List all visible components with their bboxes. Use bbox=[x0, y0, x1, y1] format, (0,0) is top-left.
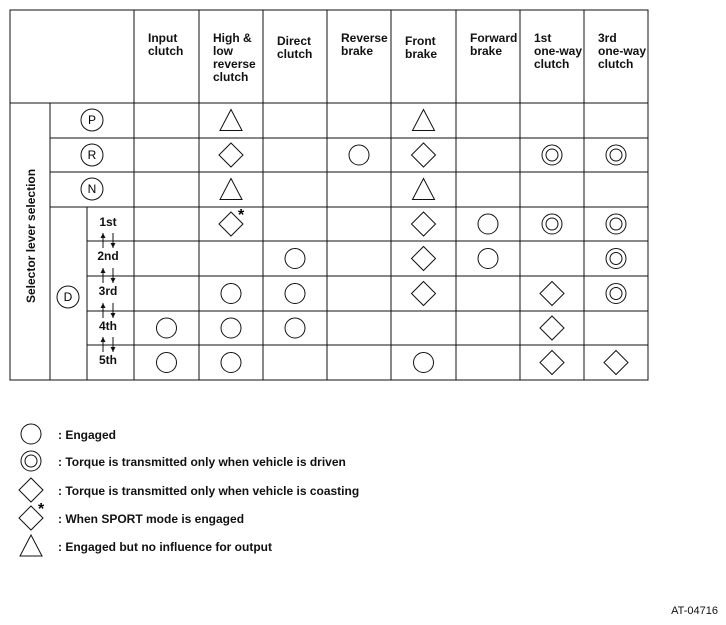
column-header: 3rd one-way clutch bbox=[598, 31, 647, 71]
cell-diamond-icon bbox=[540, 351, 564, 375]
cell-triangle-icon bbox=[220, 179, 242, 200]
legend-double-icon bbox=[25, 455, 37, 467]
cell-circle-icon bbox=[285, 284, 305, 304]
cell-diamond-icon bbox=[540, 282, 564, 306]
cell-triangle-icon bbox=[220, 110, 242, 131]
upshift-arrow bbox=[101, 233, 106, 238]
cell-double-icon bbox=[606, 249, 626, 269]
cell-double-icon bbox=[610, 149, 622, 161]
cell-diamond-icon bbox=[412, 212, 436, 236]
cell-circle-icon bbox=[221, 353, 241, 373]
gear-label: 1st bbox=[99, 215, 117, 229]
cell-circle-icon bbox=[157, 318, 177, 338]
cell-circle-icon bbox=[349, 145, 369, 165]
cell-double-icon bbox=[542, 214, 562, 234]
cell-double-icon bbox=[546, 149, 558, 161]
cell-double-icon bbox=[610, 218, 622, 230]
figure-code: AT-04716 bbox=[671, 605, 718, 617]
selector-lever-label: Selector lever selection bbox=[24, 168, 38, 303]
legend-triangle-icon bbox=[20, 535, 42, 556]
cell-double-icon bbox=[606, 145, 626, 165]
position-label-d: D bbox=[63, 290, 73, 304]
cell-circle-icon bbox=[285, 318, 305, 338]
cell-triangle-icon bbox=[413, 110, 435, 131]
gear-label: 4th bbox=[99, 319, 117, 333]
cell-circle-icon bbox=[221, 284, 241, 304]
column-header: High & low reverse clutch bbox=[213, 31, 256, 84]
legend-driven: : Torque is transmitted only when vehicle is driven bbox=[58, 455, 346, 469]
downshift-arrow bbox=[111, 243, 116, 248]
cell-double-icon bbox=[546, 218, 558, 230]
cell-diamond-icon bbox=[219, 143, 243, 167]
cell-diamond-icon bbox=[412, 247, 436, 271]
cell-circle-icon bbox=[478, 249, 498, 269]
upshift-arrow bbox=[101, 303, 106, 308]
cell-circle-icon bbox=[285, 249, 305, 269]
downshift-arrow bbox=[111, 313, 116, 318]
legend-coasting: : Torque is transmitted only when vehicle is coasting bbox=[58, 484, 360, 498]
cell-circle-icon bbox=[221, 318, 241, 338]
cell-circle-icon bbox=[414, 353, 434, 373]
gear-label: 2nd bbox=[97, 249, 119, 263]
legend-diamond-icon bbox=[19, 478, 43, 502]
legend-no-influence: : Engaged but no influence for output bbox=[58, 540, 272, 554]
legend-engaged: : Engaged bbox=[58, 428, 117, 442]
downshift-arrow bbox=[111, 347, 116, 352]
asterisk-icon: * bbox=[38, 501, 45, 518]
cell-double-icon bbox=[606, 214, 626, 234]
cell-double-icon bbox=[606, 284, 626, 304]
column-header: 1st one-way clutch bbox=[534, 31, 583, 71]
upshift-arrow bbox=[101, 337, 106, 342]
column-header: Direct clutch bbox=[277, 34, 313, 61]
legend-double-icon bbox=[21, 451, 41, 471]
legend-sport: : When SPORT mode is engaged bbox=[58, 512, 245, 526]
column-header: Input clutch bbox=[148, 31, 184, 58]
cell-circle-icon bbox=[157, 353, 177, 373]
cell-diamond-icon bbox=[412, 143, 436, 167]
column-header: Front brake bbox=[405, 34, 438, 61]
column-header: Reverse brake bbox=[341, 31, 388, 58]
cell-double-icon bbox=[542, 145, 562, 165]
cell-diamond-icon bbox=[540, 316, 564, 340]
cell-triangle-icon bbox=[413, 179, 435, 200]
position-label-p: P bbox=[87, 113, 97, 127]
upshift-arrow bbox=[101, 268, 106, 273]
cell-circle-icon bbox=[478, 214, 498, 234]
downshift-arrow bbox=[111, 278, 116, 283]
gear-label: 5th bbox=[99, 353, 117, 367]
cell-diamond-icon bbox=[412, 282, 436, 306]
position-label-n: N bbox=[87, 182, 97, 196]
gear-label: 3rd bbox=[98, 284, 118, 298]
column-header: Forward brake bbox=[470, 31, 518, 58]
legend-circle-icon bbox=[21, 424, 41, 444]
cell-double-icon bbox=[610, 253, 622, 265]
cell-double-icon bbox=[610, 288, 622, 300]
cell-diamond-icon bbox=[604, 351, 628, 375]
asterisk-icon: * bbox=[238, 207, 245, 224]
position-label-r: R bbox=[87, 148, 97, 162]
